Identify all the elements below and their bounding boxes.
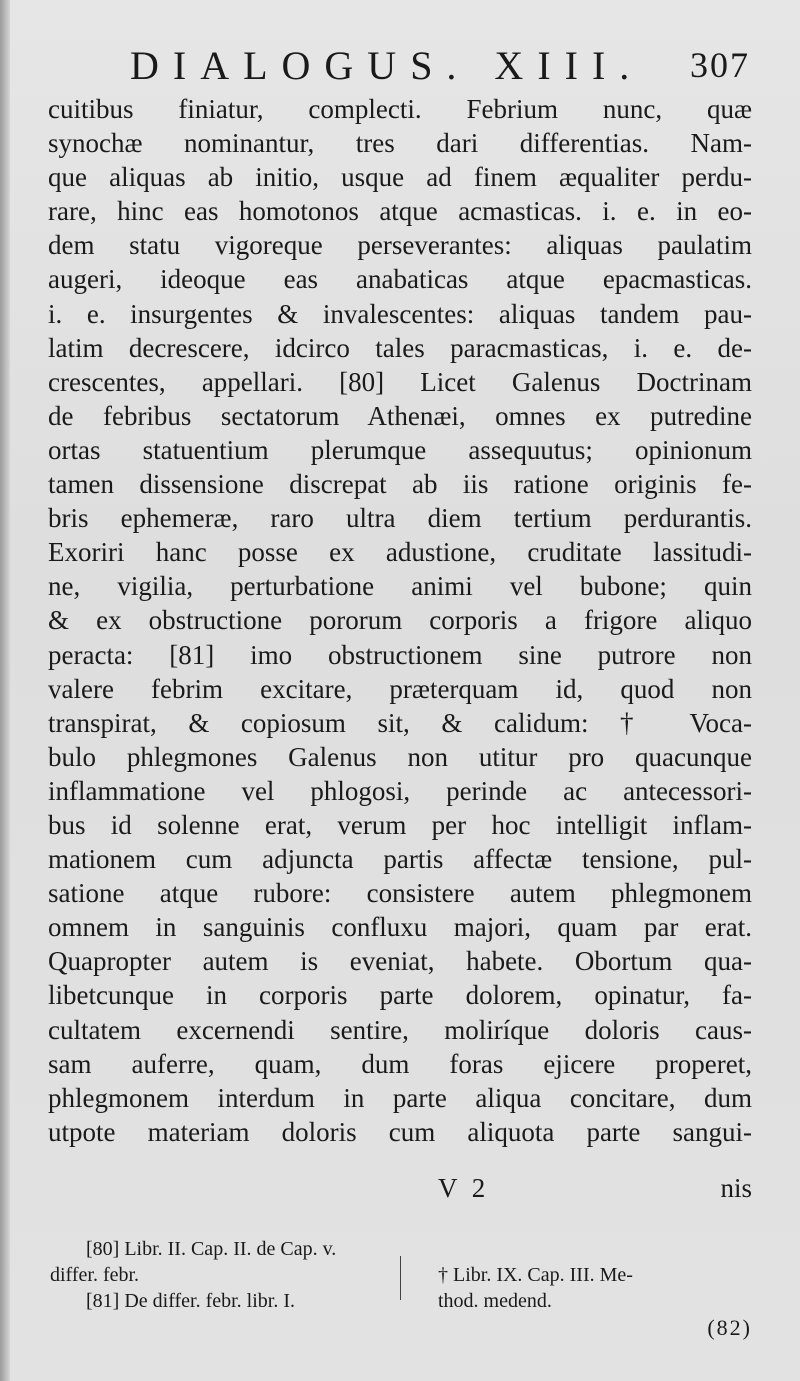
text-line: Exoriri hanc posse ex adustione, cruditate lassitudi- <box>48 537 752 568</box>
page-edge-shadow <box>0 0 10 1381</box>
text-line: inflammatione vel phlogosi, perinde ac antecessori- <box>48 775 752 806</box>
footnote-80: [80] Libr. II. Cap. II. de Cap. v. <box>86 1238 337 1260</box>
text-line: sam auferre, quam, dum foras ejicere properet, <box>48 1048 752 1079</box>
text-line: satione atque rubore: consistere autem phlegmonem <box>48 878 752 909</box>
text-line: latim decrescere, idcirco tales paracmasticas, i. e. de- <box>48 332 752 363</box>
text-line: ortas statuentium plerumque assequutus; opinionum <box>48 434 752 465</box>
text-line: transpirat, & copiosum sit, & calidum: † Voca- <box>48 707 752 738</box>
footnote-dagger: † Libr. IX. Cap. III. Me- <box>438 1264 633 1286</box>
text-line: bulo phlegmones Galenus non utitur pro quacunque <box>48 741 752 772</box>
text-line: synochæ nominantur, tres dari differentias. Nam- <box>48 128 752 159</box>
text-line: que aliquas ab initio, usque ad finem æqualiter perdu- <box>48 162 752 193</box>
running-title: DIALOGUS. XIII. <box>130 43 644 88</box>
text-line: omnem in sanguinis confluxu majori, quam par erat. <box>48 912 752 943</box>
text-line: bus id solenne erat, verum per hoc intelligit inflam- <box>48 809 752 840</box>
footnote-81: [81] De differ. febr. libr. I. <box>86 1290 296 1312</box>
text-line: tamen dissensione discrepat ab iis ratione originis fe- <box>48 469 752 500</box>
text-line: dem statu vigoreque perseverantes: aliquas paulatim <box>48 230 752 261</box>
catchline <box>48 1173 752 1207</box>
footnotes <box>50 1236 754 1314</box>
text-line: rare, hinc eas homotonos atque acmasticas. i. e. in eo- <box>48 196 752 227</box>
text-line: augeri, ideoque eas anabaticas atque epacmasticas. <box>48 264 752 295</box>
text-line: & ex obstructione pororum corporis a frigore aliquo <box>48 605 752 636</box>
text-line: utpote materiam doloris cum aliquota parte sangui- <box>48 1116 752 1147</box>
footnote-dagger-continued: thod. medend. <box>438 1290 552 1312</box>
text-line: valere febrim excitare, præterquam id, quod non <box>48 673 752 704</box>
text-line: Quapropter autem is eveniat, habete. Obortum qua- <box>48 946 752 977</box>
page-header <box>50 38 750 98</box>
page-number: 307 <box>690 45 750 85</box>
text-line: phlegmonem interdum in parte aliqua concitare, dum <box>48 1082 752 1113</box>
text-line: ne, vigilia, perturbatione animi vel bubone; quin <box>48 571 752 602</box>
footnote-80-continued: differ. febr. <box>50 1264 140 1286</box>
footnote-line <box>50 1288 754 1314</box>
text-line: peracta: [81] imo obstructionem sine putrore non <box>48 639 752 670</box>
signature-mark: V 2 <box>438 1173 490 1203</box>
text-line: cuitibus finiatur, complecti. Febrium nunc, quæ <box>48 94 752 124</box>
footnote-line <box>50 1262 754 1288</box>
text-line: crescentes, appellari. [80] Licet Galenus Doctrinam <box>48 366 752 397</box>
text-line: cultatem excernendi sentire, moliríque doloris caus- <box>48 1014 752 1045</box>
text-line: bris ephemeræ, raro ultra diem tertium perdurantis. <box>48 503 752 534</box>
text-line: i. e. insurgentes & invalescentes: aliquas tandem pau- <box>48 298 752 329</box>
bottom-signature: (82) <box>707 1315 752 1340</box>
footnote-line <box>50 1236 754 1262</box>
catchword: nis <box>720 1173 752 1203</box>
body-text <box>48 92 752 1149</box>
text-line: libetcunque in corporis parte dolorem, opinatur, fa- <box>48 980 752 1011</box>
text-line: mationem cum adjuncta partis affectæ tensione, pul- <box>48 844 752 875</box>
text-line: de febribus sectatorum Athenæi, omnes ex putredine <box>48 400 752 431</box>
